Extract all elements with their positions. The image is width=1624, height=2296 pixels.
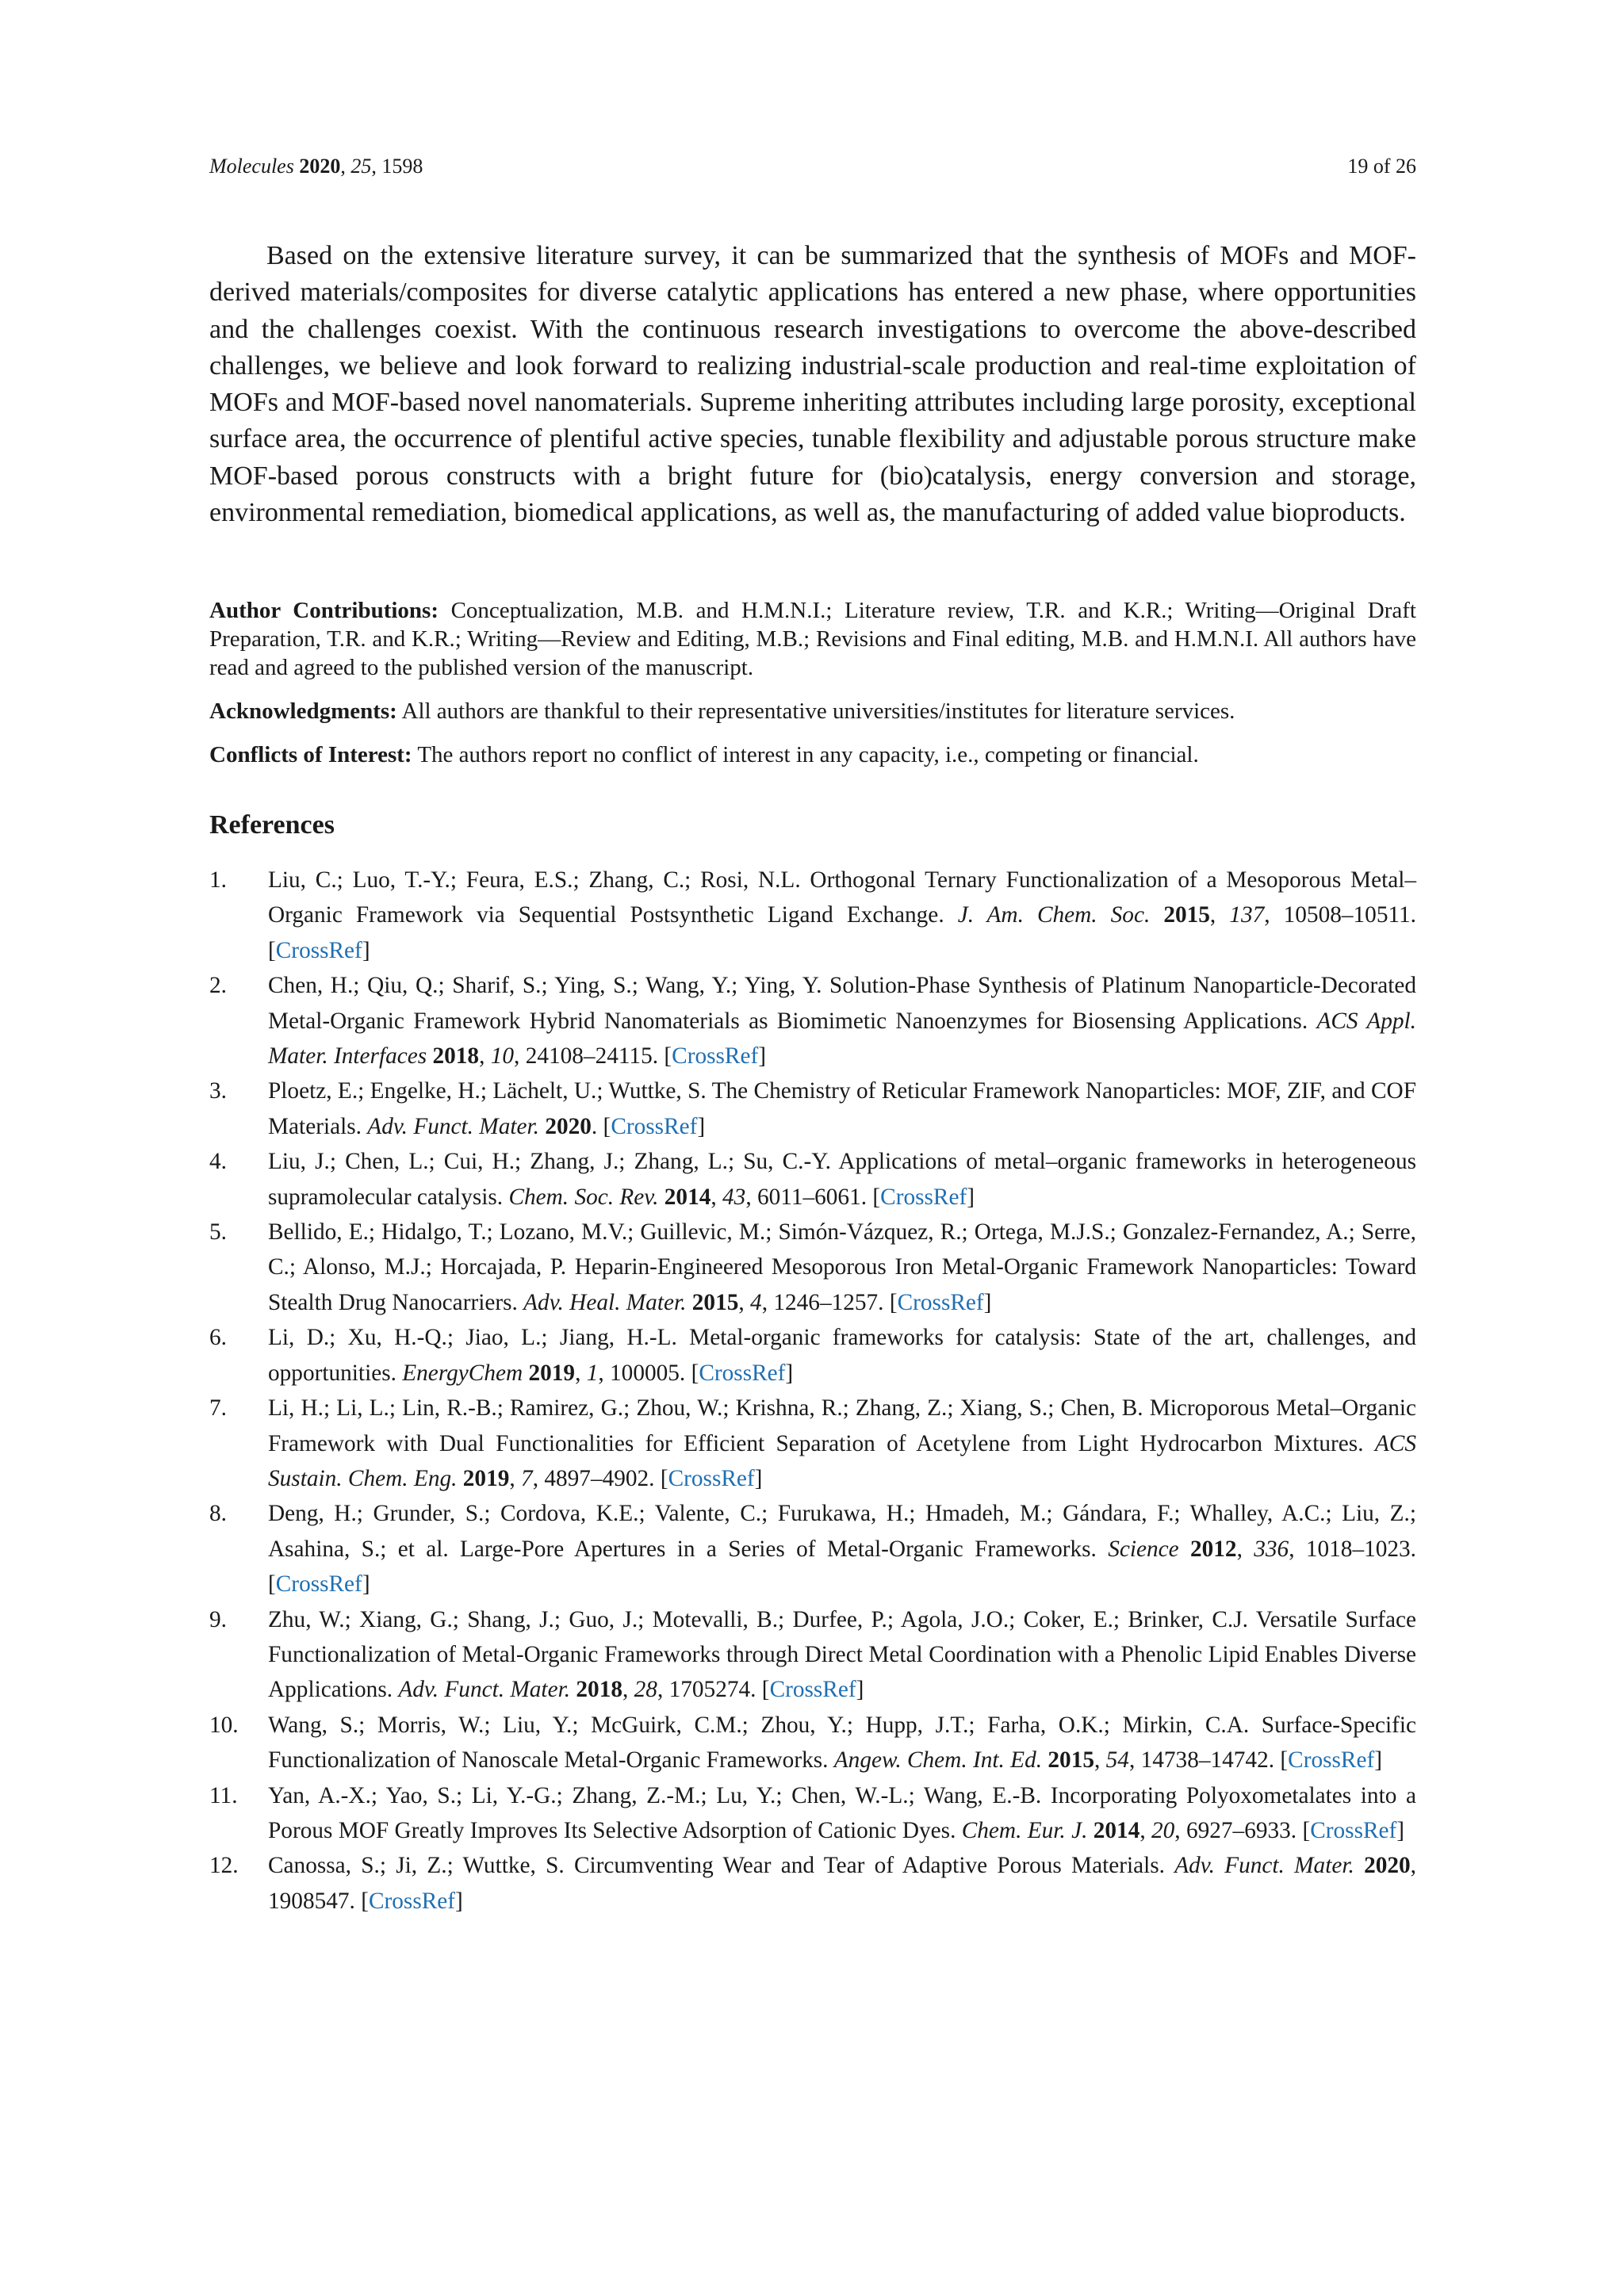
reference-text: Liu, J.; Chen, L.; Cui, H.; Zhang, J.; Zhang, L.; Su, C.-Y. Applications of metal–organic frameworks in heterogeneous supramolecular catalysis.: [268, 1149, 1416, 1210]
reference-journal: Chem. Eur. J.: [961, 1817, 1088, 1843]
article-number: 1598: [381, 155, 423, 178]
reference-year: 2020: [545, 1113, 592, 1139]
reference-pages: 1246–1257.: [773, 1289, 884, 1315]
reference-number: 5.: [209, 1219, 227, 1246]
reference-year: 2015: [691, 1289, 739, 1315]
reference-number: 10.: [209, 1712, 239, 1738]
reference-text: Ploetz, E.; Engelke, H.; Lächelt, U.; Wuttke, S. The Chemistry of Reticular Framework Nanoparticles: MOF, ZIF, and COF Materials.: [268, 1078, 1416, 1139]
crossref-link[interactable]: CrossRef: [897, 1289, 984, 1315]
reference-pages: 1908547.: [268, 1888, 355, 1914]
crossref-link[interactable]: CrossRef: [611, 1113, 698, 1139]
reference-number: 12.: [209, 1853, 239, 1879]
reference-journal: ACS Appl. Mater. Interfaces: [268, 1008, 1416, 1070]
reference-item: 3. Ploetz, E.; Engelke, H.; Lächelt, U.; Wuttke, S. The Chemistry of Reticular Framework Nanoparticles: MOF, ZIF, and COF Materials. Adv. Funct. Mater. 2020. [CrossRef]: [209, 1073, 1416, 1144]
crossref-link[interactable]: CrossRef: [275, 1571, 362, 1598]
reference-journal: Science: [1108, 1536, 1179, 1562]
reference-text: Zhu, W.; Xiang, G.; Shang, J.; Guo, J.; Motevalli, B.; Durfee, P.; Agola, J.O.; Coker, E.; Brinker, C.J. Versatile Surface Functionalization of Metal-Organic Frameworks through Direct Metal Coordination with a Phenolic Lipid Enables Diverse Applications.: [268, 1606, 1416, 1703]
reference-volume: 1: [586, 1360, 599, 1386]
reference-year: 2019: [462, 1465, 510, 1491]
crossref-link[interactable]: CrossRef: [275, 937, 362, 963]
reference-list: [209, 863, 1416, 1919]
reference-item: 6. Li, D.; Xu, H.-Q.; Jiao, L.; Jiang, H.-L. Metal-organic frameworks for catalysis: State of the art, challenges, and opportunities. EnergyChem 2019, 1, 100005. [CrossRef]: [209, 1320, 1416, 1391]
reference-item: 2. Chen, H.; Qiu, Q.; Sharif, S.; Ying, S.; Wang, Y.; Ying, Y. Solution-Phase Synthesis of Platinum Nanoparticle-Decorated Metal-Organic Framework Hybrid Nanomaterials as Biomimetic Nanoenzymes for Biosensing Applications. ACS Appl. Mater. Interfaces 2018, 10, 24108–24115. [CrossRef]: [209, 968, 1416, 1073]
reference-number: 7.: [209, 1395, 227, 1422]
reference-text: Li, H.; Li, L.; Lin, R.-B.; Ramirez, G.; Zhou, W.; Krishna, R.; Zhang, Z.; Xiang, S.; Chen, B. Microporous Metal–Organic Framework with Dual Functionalities for Efficient Separation of Acetylene from Light Hydrocarbon Mixtures.: [268, 1395, 1416, 1456]
reference-volume: 336: [1254, 1536, 1289, 1562]
reference-number: 11.: [209, 1782, 238, 1808]
crossref-link[interactable]: CrossRef: [699, 1360, 786, 1386]
reference-item: 1. Liu, C.; Luo, T.-Y.; Feura, E.S.; Zhang, C.; Rosi, N.L. Orthogonal Ternary Functionalization of a Mesoporous Metal–Organic Framework via Sequential Postsynthetic Ligand Exchange. J. Am. Chem. Soc. 2015, 137, 10508–10511. [CrossRef]: [209, 863, 1416, 968]
crossref-link[interactable]: CrossRef: [1288, 1747, 1375, 1774]
reference-number: 1.: [209, 867, 227, 893]
conflicts-text: The authors report no conflict of interest in any capacity, i.e., competing or financial.: [417, 742, 1199, 767]
crossref-link[interactable]: CrossRef: [1310, 1817, 1397, 1843]
page-header: [209, 151, 1416, 182]
reference-number: 2.: [209, 973, 227, 999]
reference-text: Wang, S.; Morris, W.; Liu, Y.; McGuirk, C.M.; Zhou, Y.; Hupp, J.T.; Farha, O.K.; Mirkin, C.A. Surface-Specific Functionalization of Nanoscale Metal-Organic Frameworks.: [268, 1712, 1416, 1774]
paper-page: [209, 0, 1416, 2296]
reference-text: Bellido, E.; Hidalgo, T.; Lozano, M.V.; Guillevic, M.; Simón-Vázquez, R.; Ortega, M.J.S.; Gonzalez-Fernandez, A.; Serre, C.; Alonso, M.J.; Horcajada, P. Heparin-Engineered Mesoporous Iron Metal-Organic Framework Nanoparticles: Toward Stealth Drug Nanocarriers.: [268, 1219, 1416, 1315]
reference-year: 2018: [432, 1043, 480, 1070]
reference-text: Chen, H.; Qiu, Q.; Sharif, S.; Ying, S.; Wang, Y.; Ying, Y. Solution-Phase Synthesis of Platinum Nanoparticle-Decorated Metal-Organic Framework Hybrid Nanomaterials as Biomimetic Nanoenzymes for Biosensing Applications.: [268, 973, 1416, 1034]
reference-number: 8.: [209, 1501, 227, 1527]
journal-year: 2020: [299, 155, 341, 178]
reference-year: 2012: [1189, 1536, 1237, 1562]
reference-journal: Adv. Funct. Mater.: [398, 1677, 571, 1703]
reference-journal: Adv. Funct. Mater.: [367, 1113, 539, 1139]
author-contributions-text: Conceptualization, M.B. and H.M.N.I.; Literature review, T.R. and K.R.; Writing—Original Draft Preparation, T.R. and K.R.; Writing—Review and Editing, M.B.; Revisions and Final editing, M.B. and H.M.N.I. All authors have read and agreed to the published version of the manuscript.: [209, 598, 1416, 680]
reference-pages: 1018–1023.: [1305, 1536, 1417, 1562]
conflicts-of-interest: [209, 740, 1416, 769]
reference-volume: 10: [490, 1043, 515, 1070]
reference-item: 4. Liu, J.; Chen, L.; Cui, H.; Zhang, J.; Zhang, L.; Su, C.-Y. Applications of metal–organic frameworks in heterogeneous supramolecular catalysis. Chem. Soc. Rev. 2014, 43, 6011–6061. [CrossRef]: [209, 1144, 1416, 1215]
reference-volume: 20: [1151, 1817, 1175, 1843]
reference-year: 2015: [1163, 902, 1210, 928]
reference-number: 9.: [209, 1606, 227, 1632]
reference-pages: 1705274.: [668, 1677, 756, 1703]
conclusion-paragraph: Based on the extensive literature survey, it can be summarized that the synthesis of MOFs and MOF-derived materials/composites for diverse catalytic applications has entered a new phase, where opportunities and the challenges coexist. With the continuous research investigations to overcome the above-described challenges, we believe and look forward to realizing industrial-scale production and real-time exploitation of MOFs and MOF-based novel nanomaterials. Supreme inheriting attributes including large porosity, exceptional surface area, the occurrence of plentiful active species, tunable flexibility and adjustable porous structure make MOF-based porous constructs with a bright future for (bio)catalysis, energy conversion and storage, environmental remediation, biomedical applications, as well as, the manufacturing of added value bioproducts.: [209, 241, 1416, 528]
acknowledgments-text: All authors are thankful to their representative universities/institutes for literature services.: [401, 698, 1235, 724]
reference-number: 6.: [209, 1325, 227, 1351]
reference-text: Li, D.; Xu, H.-Q.; Jiao, L.; Jiang, H.-L. Metal-organic frameworks for catalysis: State of the art, challenges, and opportunities.: [268, 1325, 1416, 1386]
reference-volume: 137: [1229, 902, 1265, 928]
reference-journal: ACS Sustain. Chem. Eng.: [268, 1430, 1416, 1491]
reference-item: 7. Li, H.; Li, L.; Lin, R.-B.; Ramirez, G.; Zhou, W.; Krishna, R.; Zhang, Z.; Xiang, S.; Chen, B. Microporous Metal–Organic Framework with Dual Functionalities for Efficient Separation of Acetylene from Light Hydrocarbon Mixtures. ACS Sustain. Chem. Eng. 2019, 7, 4897–4902. [CrossRef]: [209, 1391, 1416, 1496]
journal-name: Molecules: [209, 155, 294, 178]
reference-pages: 6927–6933.: [1185, 1817, 1297, 1843]
reference-text: Liu, C.; Luo, T.-Y.; Feura, E.S.; Zhang, C.; Rosi, N.L. Orthogonal Ternary Functionalization of a Mesoporous Metal–Organic Framework via Sequential Postsynthetic Ligand Exchange.: [268, 867, 1416, 928]
page-number: 19 of 26: [1347, 155, 1416, 178]
reference-number: 3.: [209, 1078, 227, 1104]
reference-journal: Adv. Funct. Mater.: [1174, 1853, 1354, 1879]
reference-item: 8. Deng, H.; Grunder, S.; Cordova, K.E.; Valente, C.; Furukawa, H.; Hmadeh, M.; Gándara, F.; Whalley, A.C.; Liu, Z.; Asahina, S.; et al. Large-Pore Apertures in a Series of Metal-Organic Frameworks. Science 2012, 336, 1018–1023. [CrossRef]: [209, 1496, 1416, 1601]
reference-number: 4.: [209, 1149, 227, 1175]
reference-journal: Chem. Soc. Rev.: [508, 1184, 659, 1210]
crossref-link[interactable]: CrossRef: [769, 1677, 856, 1703]
reference-journal: J. Am. Chem. Soc.: [957, 902, 1151, 928]
crossref-link[interactable]: CrossRef: [880, 1184, 967, 1210]
author-contributions: [209, 596, 1416, 682]
reference-text: Deng, H.; Grunder, S.; Cordova, K.E.; Valente, C.; Furukawa, H.; Hmadeh, M.; Gándara, F.; Whalley, A.C.; Liu, Z.; Asahina, S.; et al. Large-Pore Apertures in a Series of Metal-Organic Frameworks.: [268, 1501, 1416, 1562]
crossref-link[interactable]: CrossRef: [368, 1888, 456, 1914]
reference-text: Yan, A.-X.; Yao, S.; Li, Y.-G.; Zhang, Z.-M.; Lu, Y.; Chen, W.-L.; Wang, E.-B. Incorporating Polyoxometalates into a Porous MOF Greatly Improves Its Selective Adsorption of Cationic Dyes.: [268, 1782, 1416, 1843]
reference-item: 10. Wang, S.; Morris, W.; Liu, Y.; McGuirk, C.M.; Zhou, Y.; Hupp, J.T.; Farha, O.K.; Mirkin, C.A. Surface-Specific Functionalization of Nanoscale Metal-Organic Frameworks. Angew. Chem. Int. Ed. 2015, 54, 14738–14742. [CrossRef]: [209, 1708, 1416, 1778]
reference-year: 2020: [1364, 1853, 1411, 1879]
reference-item: 9. Zhu, W.; Xiang, G.; Shang, J.; Guo, J.; Motevalli, B.; Durfee, P.; Agola, J.O.; Coker, E.; Brinker, C.J. Versatile Surface Functionalization of Metal-Organic Frameworks through Direct Metal Coordination with a Phenolic Lipid Enables Diverse Applications. Adv. Funct. Mater. 2018, 28, 1705274. [CrossRef]: [209, 1602, 1416, 1708]
reference-journal: EnergyChem: [402, 1360, 523, 1386]
crossref-link[interactable]: CrossRef: [668, 1465, 755, 1491]
reference-pages: 14738–14742.: [1140, 1747, 1275, 1774]
reference-year: 2014: [1093, 1817, 1140, 1843]
reference-item: 11. Yan, A.-X.; Yao, S.; Li, Y.-G.; Zhang, Z.-M.; Lu, Y.; Chen, W.-L.; Wang, E.-B. Incorporating Polyoxometalates into a Porous MOF Greatly Improves Its Selective Adsorption of Cationic Dyes. Chem. Eur. J. 2014, 20, 6927–6933. [CrossRef]: [209, 1778, 1416, 1849]
reference-volume: 54: [1105, 1747, 1129, 1774]
reference-volume: 43: [722, 1184, 746, 1210]
reference-year: 2019: [528, 1360, 576, 1386]
reference-journal: Adv. Heal. Mater.: [523, 1289, 687, 1315]
reference-text: Canossa, S.; Ji, Z.; Wuttke, S. Circumventing Wear and Tear of Adaptive Porous Materials.: [268, 1853, 1165, 1879]
reference-year: 2018: [576, 1677, 622, 1703]
reference-year: 2015: [1048, 1747, 1094, 1774]
journal-volume: 25: [350, 155, 372, 178]
reference-pages: 10508–10511.: [1283, 902, 1416, 928]
reference-item: 12. Canossa, S.; Ji, Z.; Wuttke, S. Circumventing Wear and Tear of Adaptive Porous Materials. Adv. Funct. Mater. 2020, 1908547. [CrossRef]: [209, 1848, 1416, 1919]
acknowledgments-label: Acknowledgments:: [209, 698, 397, 724]
reference-volume: 7: [521, 1465, 533, 1491]
reference-pages: 4897–4902.: [544, 1465, 655, 1491]
journal-citation: Molecules 2020, 25, 1598: [209, 155, 423, 178]
reference-year: 2014: [664, 1184, 711, 1210]
crossref-link[interactable]: CrossRef: [672, 1043, 759, 1070]
reference-pages: 6011–6061.: [756, 1184, 868, 1210]
conflicts-label: Conflicts of Interest:: [209, 742, 412, 767]
acknowledgments: [209, 697, 1416, 725]
reference-pages: 24108–24115.: [525, 1043, 659, 1070]
reference-pages: 100005.: [610, 1360, 686, 1386]
reference-journal: Angew. Chem. Int. Ed.: [833, 1747, 1043, 1774]
reference-item: 5. Bellido, E.; Hidalgo, T.; Lozano, M.V.; Guillevic, M.; Simón-Vázquez, R.; Ortega, M.J.S.; Gonzalez-Fernandez, A.; Serre, C.; Alonso, M.J.; Horcajada, P. Heparin-Engineered Mesoporous Iron Metal-Organic Framework Nanoparticles: Toward Stealth Drug Nanocarriers. Adv. Heal. Mater. 2015, 4, 1246–1257. [CrossRef]: [209, 1215, 1416, 1320]
reference-volume: 28: [634, 1677, 657, 1703]
reference-volume: 4: [750, 1289, 762, 1315]
references-heading: References: [209, 810, 335, 840]
author-contributions-label: Author Contributions:: [209, 598, 439, 623]
